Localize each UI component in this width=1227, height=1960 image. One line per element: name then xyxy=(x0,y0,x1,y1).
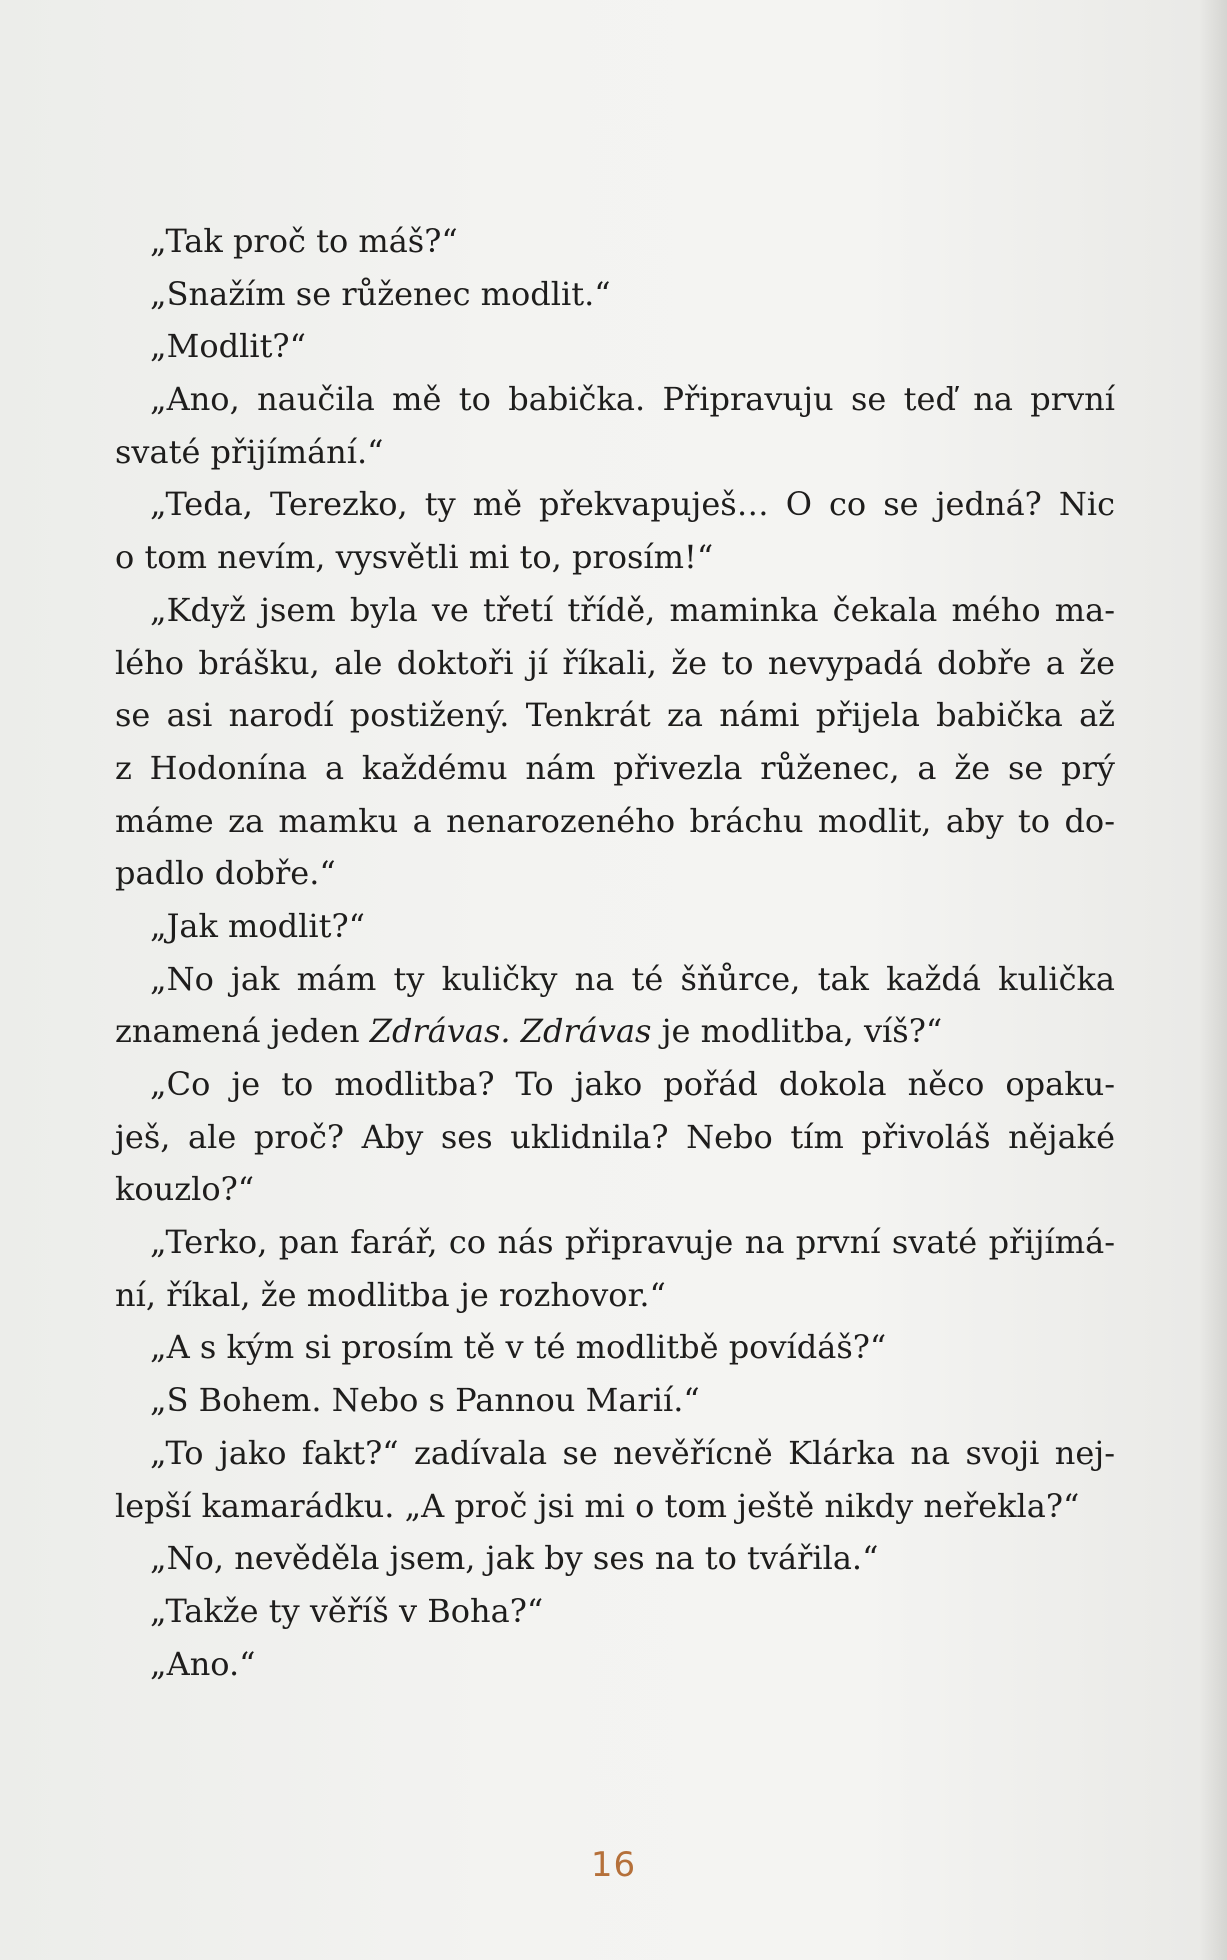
text-line: „No, nevěděla jsem, jak by ses na to tvářila.“ xyxy=(150,1539,879,1578)
text-line: „Terko, pan farář, co nás připravuje na první svaté přijímá- xyxy=(150,1223,1115,1262)
text-line: „Tak proč to máš?“ xyxy=(150,222,458,260)
italic-text: Zdrávas. xyxy=(369,1012,511,1051)
body-text xyxy=(115,215,1115,1690)
text-line: padlo dobře.“ xyxy=(115,854,336,893)
text-segment xyxy=(511,1012,521,1050)
text-line: „Ano, naučila mě to babička. Připravuju se teď na první xyxy=(150,380,1115,419)
text-line: „No jak mám ty kuličky na té šňůrce, tak každá kulička xyxy=(150,959,1115,998)
text-line: „Ano.“ xyxy=(150,1644,256,1683)
text-line: „Takže ty věříš v Boha?“ xyxy=(150,1591,544,1630)
text-line: ní, říkal, že modlitba je rozhovor.“ xyxy=(115,1275,666,1314)
text-line: se asi narodí postižený. Tenkrát za námi přijela babička až xyxy=(115,696,1115,735)
text-line: z Hodonína a každému nám přivezla růženec, a že se prý xyxy=(115,748,1115,787)
text-line: „A s kým si prosím tě v té modlitbě povídáš?“ xyxy=(150,1328,887,1367)
text-line: svaté přijímání.“ xyxy=(115,432,384,471)
text-segment: je modlitba, víš?“ xyxy=(651,1012,943,1051)
text-line xyxy=(115,1005,1115,1058)
text-line: „Teda, Terezko, ty mě překvapuješ… O co se jedná? Nic xyxy=(150,485,1115,524)
italic-text: Zdrávas xyxy=(520,1012,652,1051)
page-edge-shadow xyxy=(1199,0,1227,1960)
text-line: lepší kamarádku. „A proč jsi mi o tom ještě nikdy neřekla?“ xyxy=(115,1486,1080,1525)
text-segment: znamená jeden xyxy=(115,1012,370,1051)
text-line: „Snažím se růženec modlit.“ xyxy=(150,274,611,313)
text-line: o tom nevím, vysvětli mi to, prosím!“ xyxy=(115,538,714,577)
text-line: „To jako fakt?“ zadívala se nevěřícně Klárka na svoji nej- xyxy=(150,1433,1115,1472)
text-line: „S Bohem. Nebo s Pannou Marií.“ xyxy=(150,1381,700,1420)
text-line: „Když jsem byla ve třetí třídě, maminka čekala mého ma- xyxy=(150,590,1115,629)
text-line: kouzlo?“ xyxy=(115,1170,255,1209)
text-line: „Jak modlit?“ xyxy=(150,906,365,945)
page-number: 16 xyxy=(590,1845,637,1885)
text-line: lého brášku, ale doktoři jí říkali, že to nevypadá dobře a že xyxy=(115,643,1115,682)
text-line: máme za mamku a nenarozeného bráchu modlit, aby to do- xyxy=(115,801,1115,840)
text-line: „Modlit?“ xyxy=(150,327,306,366)
text-line: ješ, ale proč? Aby ses uklidnila? Nebo tím přivoláš nějaké xyxy=(115,1117,1115,1156)
text-line: „Co je to modlitba? To jako pořád dokola něco opaku- xyxy=(150,1065,1115,1103)
